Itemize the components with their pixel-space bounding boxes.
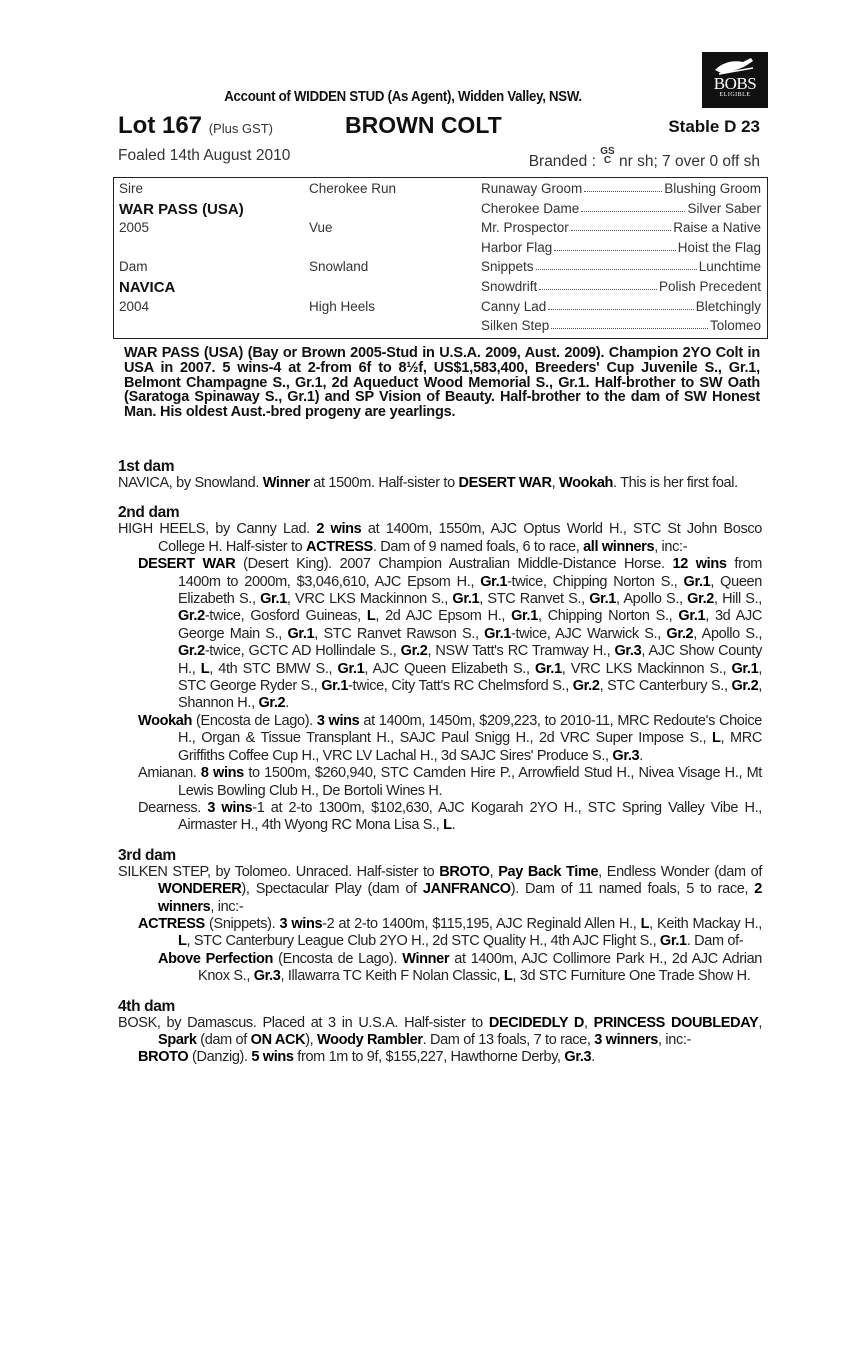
highlight-text: 3 wins: [316, 712, 360, 729]
pedigree-col2: Cherokee Run: [309, 181, 397, 196]
dot-leader: [536, 259, 697, 270]
entry-text: (Danzig).: [188, 1049, 252, 1066]
horse-icon: [713, 56, 757, 76]
dam-section: [118, 847, 762, 986]
entry-text: , 4th STC BMW S.,: [209, 660, 338, 677]
entry-text: , STC Canterbury S.,: [599, 678, 732, 695]
highlight-text: PRINCESS DOUBLEDAY: [593, 1014, 759, 1031]
highlight-text: DESERT WAR: [138, 556, 236, 573]
entry-text: ),: [305, 1031, 318, 1048]
lot-label: Lot 167: [118, 112, 203, 139]
dot-leader: [551, 318, 708, 329]
pedigree-entry: [118, 713, 762, 765]
highlight-text: Wookah: [559, 475, 614, 491]
entry-text: , VRC LKS Mackinnon S.,: [561, 660, 732, 677]
pedigree-entry: [118, 951, 762, 986]
brand-mark: [600, 147, 614, 165]
entry-text: , Illawarra TC Keith F Nolan Classic,: [280, 968, 504, 985]
pedigree-ancestors: [481, 259, 761, 274]
entry-text: ). Dam of 11 named foals, 5 to race,: [510, 881, 755, 898]
grandsire: Harbor Flag: [481, 239, 553, 255]
entry-text: , Apollo S.,: [616, 591, 688, 608]
pedigree-row: [114, 257, 767, 277]
entry-text: from 1m to 9f, $155,227, Hawthorne Derby,: [293, 1049, 565, 1066]
pedigree-col1: Dam: [119, 259, 148, 275]
entry-text: , STC Ranvet S.,: [479, 591, 590, 608]
pedigree-ancestors: [481, 201, 761, 216]
great-grandsire: Silver Saber: [687, 200, 761, 216]
highlight-text: Gr.2: [178, 608, 205, 625]
pedigree-col1: 2005: [119, 220, 150, 236]
highlight-text: ON ACK: [250, 1031, 306, 1048]
entry-text: , MRC Griffiths Coffee Cup H., VRC LV Lachal H., 3d SAJC Sires' Produce S.,: [178, 730, 762, 764]
pedigree-entry: [118, 800, 762, 835]
bobs-eligible-logo: [702, 52, 768, 108]
pedigree-ancestors: [481, 181, 761, 196]
highlight-text: 8 wins: [200, 765, 244, 782]
pedigree-entry: [118, 1049, 762, 1066]
highlight-text: Gr.2: [400, 643, 428, 660]
dam-lines: [118, 458, 762, 1067]
pedigree-ancestors: [481, 299, 761, 314]
entry-text: . Dam of-: [686, 933, 744, 950]
pedigree-entry: [118, 916, 762, 951]
highlight-text: Gr.3: [614, 643, 642, 660]
entry-text: from 1400m to 2000m, $3,046,610, AJC Epsom H.,: [178, 556, 763, 590]
pedigree-row: [114, 238, 767, 258]
grandsire: Mr. Prospector: [481, 220, 569, 236]
entry-text: , VRC LKS Mackinnon S.,: [286, 591, 453, 608]
highlight-text: Gr.1: [511, 608, 538, 625]
highlight-text: 12 wins: [672, 556, 727, 573]
highlight-text: L: [366, 608, 376, 625]
entry-text: , AJC Show County H.,: [178, 643, 762, 677]
entry-text: -twice, Chipping Norton S.,: [507, 573, 684, 590]
highlight-text: Gr.1: [260, 591, 287, 608]
entry-text: , Shannon H.,: [178, 678, 763, 712]
entry-text: .: [451, 817, 456, 834]
highlight-text: all winners: [583, 538, 655, 555]
highlight-text: Gr.1: [589, 591, 617, 608]
highlight-text: L: [640, 915, 650, 932]
pedigree-ancestors: [481, 240, 761, 255]
pedigree-entry: [118, 864, 762, 916]
pedigree-ancestors: [481, 220, 761, 235]
highlight-text: Pay Back Time: [498, 863, 599, 880]
pedigree-col1: Sire: [119, 181, 144, 196]
pedigree-row: [114, 218, 767, 238]
highlight-text: L: [178, 933, 187, 950]
highlight-text: 3 wins: [207, 799, 253, 816]
entry-text: , STC Ranvet Rawson S.,: [314, 625, 485, 642]
entry-text: BOSK, by Damascus. Placed at 3 in U.S.A. Half-sister to: [118, 1014, 489, 1031]
dot-leader: [548, 299, 693, 310]
entry-text: , AJC Queen Elizabeth S.,: [364, 660, 535, 677]
highlight-text: Spark: [158, 1031, 197, 1048]
horse-description: BROWN COLT: [345, 112, 502, 138]
highlight-text: Gr.2: [258, 695, 286, 712]
entry-text: .: [285, 695, 289, 712]
pedigree-table: [113, 177, 768, 339]
highlight-text: WONDERER: [158, 881, 242, 898]
entry-text: , inc:-: [210, 898, 244, 915]
highlight-text: Gr.1: [321, 678, 349, 695]
highlight-text: DECIDEDLY D: [488, 1014, 584, 1031]
entry-text: -twice, AJC Warwick S.,: [511, 625, 667, 642]
section-heading: 1st dam: [118, 458, 175, 475]
dot-leader: [539, 279, 657, 290]
entry-text: at 1400m, 1550m, AJC Optus World H., STC St John Bosco College H. Half-sister to: [158, 521, 762, 555]
highlight-text: L: [443, 817, 452, 834]
entry-text: , Hill S.,: [713, 591, 762, 608]
highlight-text: 2 wins: [316, 521, 362, 538]
entry-text: , Queen Elizabeth S.,: [178, 573, 762, 608]
highlight-text: Gr.2: [572, 678, 600, 695]
pedigree-col2: High Heels: [309, 298, 376, 314]
highlight-text: L: [200, 660, 210, 677]
branded-text: nr sh; 7 over 0 off sh: [618, 153, 760, 170]
pedigree-col2: Vue: [309, 220, 333, 236]
highlight-text: Gr.1: [731, 660, 759, 677]
grandsire: Silken Step: [481, 318, 550, 334]
pedigree-entry: [118, 765, 762, 800]
entry-text: , inc:-: [654, 538, 688, 555]
highlight-text: L: [503, 968, 513, 985]
pedigree-col2: Snowland: [309, 259, 369, 275]
entry-text: -twice, GCTC AD Hollindale S.,: [204, 643, 401, 660]
pedigree-row: [114, 297, 767, 317]
highlight-text: 2 winners: [158, 881, 762, 915]
entry-text: , STC George Ryder S.,: [178, 660, 762, 695]
dam-section: [118, 458, 762, 492]
entry-text: , NSW Tatt's RC Tramway H.,: [427, 643, 615, 660]
gst-note: (Plus GST): [208, 121, 273, 136]
highlight-text: Gr.2: [687, 591, 714, 608]
pedigree-row: [114, 199, 767, 219]
entry-text: , Apollo S.,: [693, 625, 762, 642]
entry-text: , 3d STC Furniture One Trade Show H.: [512, 968, 751, 985]
highlight-text: Gr.1: [659, 933, 687, 950]
sire-summary: WAR PASS (USA) (Bay or Brown 2005-Stud in U.S.A. 2009, Aust. 2009). Champion 2YO Colt in USA in 2007. 5 wins-4 at 2-from 6f to 8½f, US$1,583,400, Breeders' Cup Juvenile S., Gr.1, Belmont Champagne S., Gr.1, 2d Aqueduct Wood Memorial S., Gr.1. Half-brother to SW Oath (Saratoga Spinaway S., Gr.1) and SP Vision of Beauty. Half-brother to the dam of SW Honest Man. His oldest Aust.-bred progeny are yearlings.: [124, 345, 760, 421]
entry-text: ,: [489, 863, 499, 880]
stable-location: Stable D 23: [668, 117, 760, 136]
highlight-text: 5 wins: [251, 1049, 294, 1066]
grandsire: Cherokee Dame: [481, 200, 580, 216]
entry-text: ,: [583, 1014, 594, 1031]
highlight-text: Gr.1: [534, 660, 562, 677]
highlight-text: Gr.2: [178, 643, 205, 660]
entry-text: -twice, Gosford Guineas,: [204, 608, 367, 625]
highlight-text: Winner: [402, 950, 450, 967]
entry-text: , STC Canterbury League Club 2YO H., 2d STC Quality H., 4th AJC Flight S.,: [186, 933, 660, 950]
highlight-text: ACTRESS: [138, 915, 205, 932]
entry-text: , Chipping Norton S.,: [537, 608, 679, 625]
entry-text: . This is her first foal.: [613, 475, 738, 491]
highlight-text: Winner: [262, 475, 310, 491]
entry-text: (dam of: [196, 1031, 251, 1048]
entry-text: NAVICA, by Snowland.: [118, 475, 263, 491]
entry-text: -2 at 2-to 1400m, $115,195, AJC Reginald Allen H.,: [322, 915, 641, 932]
entry-text: , Keith Mackay H.,: [649, 915, 762, 932]
section-heading: 2nd dam: [118, 504, 180, 522]
entry-text: at 1400m, 1450m, $209,223, to 2010-11, MRC Redoute's Choice H., Organ & Tissue Transplant H., SAJC Paul Snigg H., 2d VRC Super Impose S.,: [178, 712, 762, 747]
entry-text: SILKEN STEP, by Tolomeo. Unraced. Half-sister to: [118, 863, 440, 880]
entry-text: ), Spectacular Play (dam of: [241, 881, 423, 898]
entry-text: (Snippets).: [204, 915, 280, 932]
pedigree-ancestors: [481, 318, 761, 333]
branded-label: Branded :: [528, 153, 596, 170]
pedigree-entry: [118, 556, 762, 713]
highlight-text: Gr.3: [253, 968, 281, 985]
entry-text: .: [591, 1049, 595, 1066]
great-grandsire: Blushing Groom: [664, 181, 761, 196]
highlight-text: Gr.1: [287, 625, 315, 642]
entry-text: Dearness.: [138, 799, 208, 816]
dot-leader: [581, 201, 685, 212]
entry-text: at 1500m. Half-sister to: [309, 475, 459, 491]
entry-text: . Dam of 9 named foals, 6 to race,: [372, 538, 584, 555]
entry-text: .: [639, 747, 643, 764]
highlight-text: Above Perfection: [158, 950, 274, 967]
highlight-text: Wookah: [138, 712, 193, 729]
great-grandsire: Hoist the Flag: [677, 239, 761, 255]
highlight-text: Gr.2: [666, 625, 694, 642]
great-grandsire: Raise a Native: [673, 220, 761, 236]
dot-leader: [571, 220, 671, 231]
dot-leader: [584, 181, 662, 192]
pedigree-row: [114, 316, 767, 336]
entry-text: (Encosta de Lago).: [273, 950, 403, 967]
highlight-text: JANFRANCO: [422, 881, 511, 898]
logo-text: BOBS: [713, 74, 757, 93]
highlight-text: Gr.1: [678, 608, 706, 625]
highlight-text: Gr.1: [683, 573, 711, 590]
highlight-text: Gr.1: [484, 625, 511, 642]
entry-text: Amianan.: [138, 765, 201, 782]
entry-text: . Dam of 13 foals, 7 to race,: [422, 1031, 595, 1048]
highlight-text: ACTRESS: [306, 538, 373, 555]
logo-subtext: ELIGIBLE: [719, 92, 751, 98]
entry-text: HIGH HEELS, by Canny Lad.: [118, 521, 317, 538]
entry-text: to 1500m, $260,940, STC Camden Hire P., Arrowfield Stud H., Nivea Visage H., Mt Lewis Bowling Club H., De Bortoli Wines H.: [178, 765, 762, 799]
highlight-text: Gr.3: [612, 747, 640, 764]
vendor-account: Account of WIDDEN STUD (As Agent), Widden Valley, NSW.: [224, 88, 582, 105]
section-heading: 4th dam: [118, 997, 175, 1015]
pedigree-col1: NAVICA: [119, 279, 176, 296]
pedigree-col1: WAR PASS (USA): [119, 200, 244, 218]
brand-mark-top: GS: [600, 146, 615, 157]
great-grandsire: Bletchingly: [695, 298, 761, 314]
brand-mark-bottom: C: [603, 155, 612, 166]
entry-text: ,: [551, 475, 560, 491]
pedigree-row: [114, 179, 767, 199]
grandsire: Canny Lad: [481, 298, 547, 314]
dam-section: [118, 998, 762, 1067]
grandsire: Snowdrift: [481, 279, 538, 294]
foaled-date: Foaled 14th August 2010: [118, 147, 291, 164]
highlight-text: Gr.1: [337, 660, 365, 677]
pedigree-entry: [118, 1015, 762, 1050]
highlight-text: DESERT WAR: [458, 475, 552, 491]
highlight-text: Gr.1: [452, 591, 480, 608]
highlight-text: L: [712, 730, 721, 747]
highlight-text: Woody Rambler: [317, 1031, 423, 1048]
dot-leader: [554, 240, 675, 251]
entry-text: ,: [758, 1014, 762, 1031]
pedigree-entry: [118, 475, 762, 492]
entry-text: (Encosta de Lago).: [192, 712, 317, 729]
pedigree-ancestors: [481, 279, 761, 294]
pedigree-col1: 2004: [119, 298, 150, 314]
pedigree-entry: [118, 521, 762, 556]
great-grandsire: Tolomeo: [709, 318, 761, 334]
entry-text: -twice, City Tatt's RC Chelmsford S.,: [348, 678, 573, 695]
entry-text: (Desert King). 2007 Champion Australian Middle-Distance Horse.: [235, 556, 673, 573]
grandsire: Runaway Groom: [481, 181, 583, 196]
entry-text: , 3d AJC George Main S.,: [178, 608, 762, 642]
highlight-text: Gr.2: [731, 678, 759, 695]
highlight-text: 3 winners: [594, 1031, 659, 1048]
brand-info: [529, 147, 760, 171]
entry-text: , Endless Wonder (dam of: [598, 863, 762, 880]
highlight-text: BROTO: [439, 863, 490, 880]
grandsire: Snippets: [481, 259, 534, 275]
entry-text: , 2d AJC Epsom H.,: [375, 608, 512, 625]
highlight-text: Gr.1: [480, 573, 508, 590]
section-heading: 3rd dam: [118, 846, 176, 864]
entry-text: , inc:-: [658, 1031, 692, 1048]
dam-section: [118, 504, 762, 834]
highlight-text: BROTO: [138, 1049, 189, 1066]
highlight-text: Gr.3: [564, 1049, 592, 1066]
great-grandsire: Polish Precedent: [658, 279, 761, 294]
lot-number: [118, 112, 273, 140]
entry-text: -1 at 2-to 1300m, $102,630, AJC Kogarah 2YO H., STC Spring Valley Vibe H., Airmaster H., 4th Wyong RC Mona Lisa S.,: [178, 799, 762, 834]
pedigree-row: [114, 277, 767, 297]
entry-text: at 1400m, AJC Collimore Park H., 2d AJC Adrian Knox S.,: [198, 950, 763, 985]
great-grandsire: Lunchtime: [698, 259, 761, 275]
highlight-text: 3 wins: [279, 915, 323, 932]
